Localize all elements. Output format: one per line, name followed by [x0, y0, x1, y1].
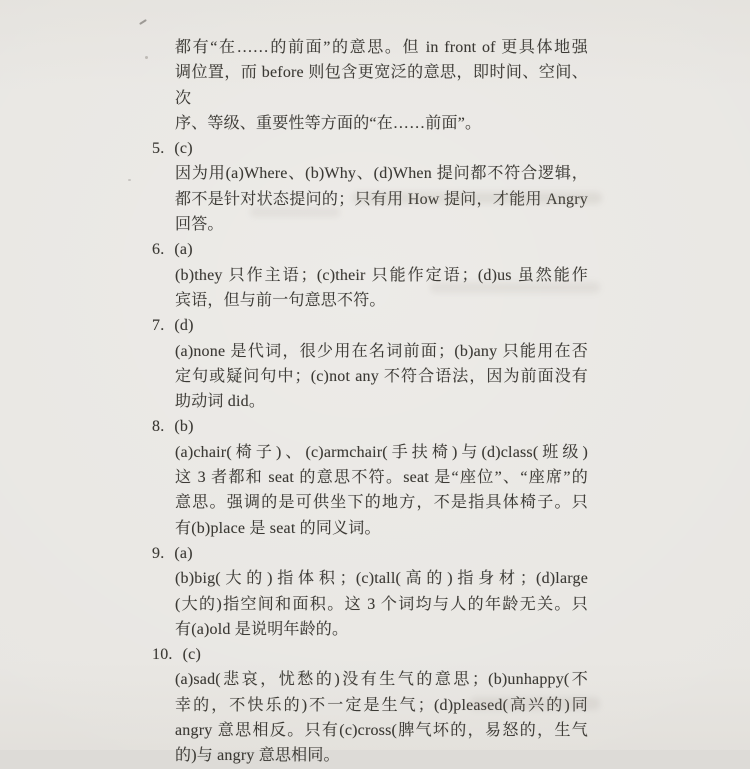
- text-line: 定句或疑问句中；(c)not any 不符合语法，因为前面没有: [175, 367, 588, 385]
- text-line: (b)big(大的)指体积；(c)tall(高的)指身材；(d)large: [175, 570, 588, 588]
- item-number: 8.: [152, 418, 165, 436]
- item-header: [152, 313, 588, 338]
- text-line: (b)they 只作主语；(c)their 只能作定语；(d)us 虽然能作: [175, 266, 588, 284]
- text-line: 调位置，而 before 则包含更宽泛的意思，即时间、空间、次: [175, 64, 588, 107]
- text-line: 宾语，但与前一句意思不符。: [175, 291, 386, 309]
- text-line: 助动词 did。: [175, 393, 266, 411]
- text-line: 序、等级、重要性等方面的“在……前面”。: [175, 114, 482, 132]
- item-header: [152, 136, 588, 161]
- text-line: 幸的，不快乐的)不一定是生气；(d)pleased(高兴的)同: [175, 696, 588, 714]
- text-line: (a)none 是代词，很少用在名词前面；(b)any 只能用在否: [175, 342, 588, 360]
- answer-item: [152, 414, 588, 540]
- item-answer: (c): [182, 646, 201, 664]
- item-number: 6.: [152, 241, 165, 259]
- text-line: (a)chair(椅子)、(c)armchair(手扶椅)与(d)class(班级): [175, 443, 588, 461]
- item-number: 5.: [152, 140, 165, 158]
- text-line: 回答。: [175, 216, 224, 234]
- item-header: [152, 414, 588, 439]
- text-column: [152, 35, 588, 769]
- scan-speck: [128, 179, 131, 181]
- text-line: 的)与 angry 意思相同。: [175, 747, 340, 765]
- text-line: (大的)指空间和面积。这 3 个词均与人的年龄无关。只: [175, 595, 588, 613]
- text-line: 有(a)old 是说明年龄的。: [175, 620, 349, 638]
- answer-item: [152, 313, 588, 414]
- text-line: 这 3 者都和 seat 的意思不符。seat 是“座位”、“座席”的: [175, 469, 588, 487]
- item-header: [152, 642, 588, 667]
- answer-item: [152, 136, 588, 237]
- text-line: (a)sad(悲哀，忧愁的)没有生气的意思；(b)unhappy(不: [175, 671, 588, 689]
- item-header: [152, 541, 588, 566]
- item-number: 10.: [152, 646, 173, 664]
- scan-speck: [145, 56, 148, 59]
- answer-item: [152, 237, 588, 313]
- item-answer: (c): [174, 140, 193, 158]
- answer-item: [152, 541, 588, 642]
- text-line: 有(b)place 是 seat 的同义词。: [175, 519, 381, 537]
- item-header: [152, 237, 588, 262]
- item-number: 9.: [152, 544, 165, 562]
- text-line: 都不是针对状态提问的；只有用 How 提问，才能用 Angry: [175, 190, 588, 208]
- text-line: 意思。强调的是可供坐下的地方，不是指具体椅子。只: [175, 494, 588, 512]
- item-answer: (d): [174, 317, 194, 335]
- item-answer: (b): [174, 418, 194, 436]
- paragraph-continuation: [175, 35, 588, 136]
- text-line: 因为用(a)Where、(b)Why、(d)When 提问都不符合逻辑，: [175, 165, 588, 183]
- scan-speck: [139, 19, 147, 25]
- item-answer: (a): [174, 544, 193, 562]
- item-number: 7.: [152, 317, 165, 335]
- item-answer: (a): [174, 241, 193, 259]
- text-line: angry 意思相反。只有(c)cross(脾气坏的，易怒的，生气: [175, 722, 588, 740]
- text-line: 都有“在……的前面”的意思。但 in front of 更具体地强: [175, 39, 588, 56]
